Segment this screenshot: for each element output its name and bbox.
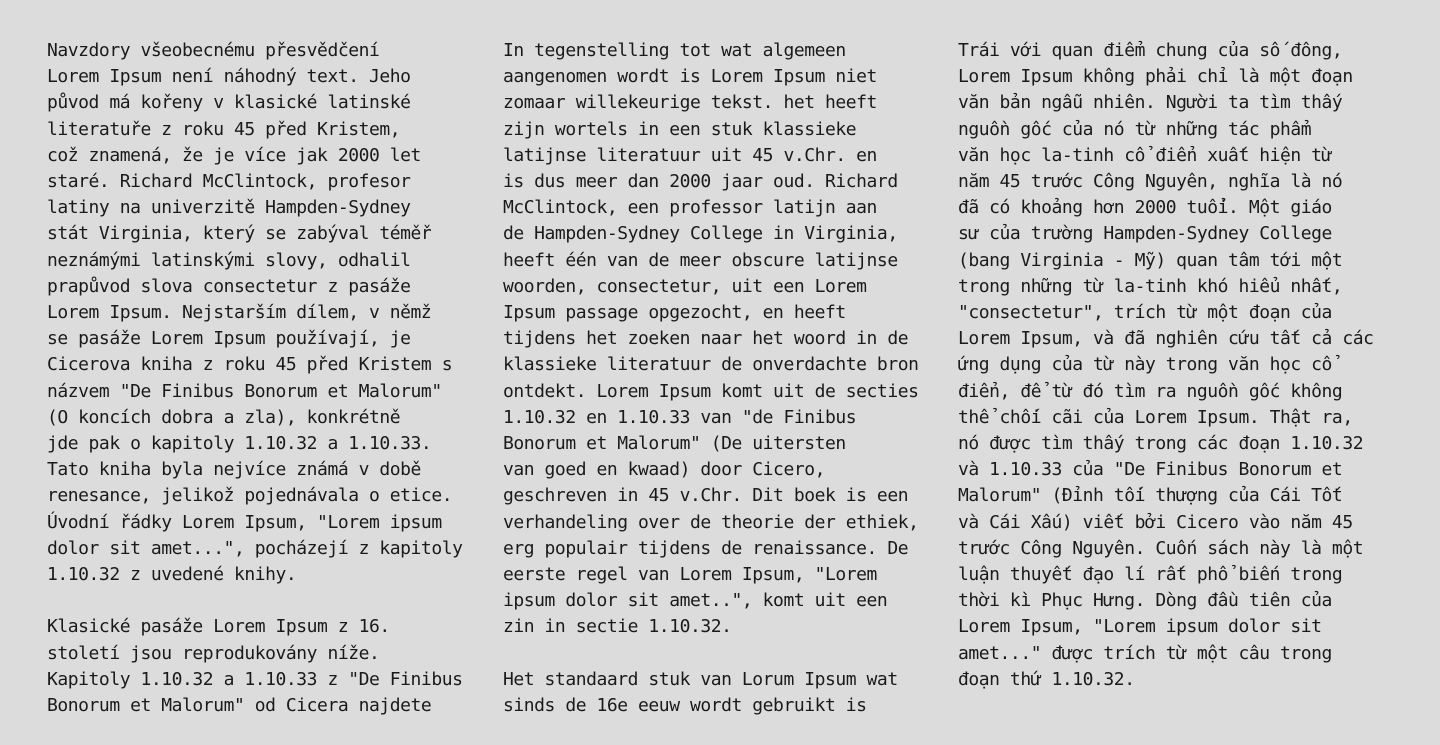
text-line: "consectetur", trích từ một đoạn của	[958, 302, 1332, 324]
paragraph	[47, 614, 487, 719]
paragraph	[503, 667, 943, 719]
text-line: eerste regel van Lorem Ipsum, "Lorem	[503, 564, 877, 586]
text-line: McClintock, een professor latijn aan	[503, 197, 877, 219]
text-line: zomaar willekeurige tekst. het heeft	[503, 92, 877, 114]
text-line: Lorem Ipsum không phải chỉ là một đoạn	[958, 66, 1353, 88]
text-line: de Hampden-Sydney College in Virginia,	[503, 223, 898, 245]
text-column-dutch	[503, 38, 943, 745]
text-line: renesance, jelikož pojednávala o etice.	[47, 485, 453, 507]
text-line: staré. Richard McClintock, profesor	[47, 171, 411, 193]
text-line: Malorum" (Đỉnh tối thượng của Cái Tốt	[958, 485, 1343, 507]
text-column-czech	[47, 38, 487, 745]
text-line: Trái với quan điểm chung của số đông,	[958, 40, 1343, 61]
text-line: neznámými latinskými slovy, odhalil	[47, 249, 411, 271]
text-line: latijnse literatuur uit 45 v.Chr. en	[503, 144, 877, 166]
text-line: đã có khoảng hơn 2000 tuổi. Một giáo	[958, 197, 1332, 219]
text-line: geschreven in 45 v.Chr. Dit boek is een	[503, 485, 909, 507]
text-line: ứng dụng của từ này trong văn học cổ	[958, 354, 1332, 376]
text-line: tijdens het zoeken naar het woord in de	[503, 328, 909, 350]
text-line: woorden, consectetur, uit een Lorem	[503, 275, 867, 297]
text-line: Tato kniha byla nejvíce známá v době	[47, 459, 421, 481]
text-line: Úvodní řádky Lorem Ipsum, "Lorem ipsum	[47, 511, 442, 533]
text-line: erg populair tijdens de renaissance. De	[503, 537, 909, 559]
text-line: ipsum dolor sit amet..", komt uit een	[503, 590, 888, 612]
text-line: aangenomen wordt is Lorem Ipsum niet	[503, 66, 877, 88]
text-line: trong những từ la-tinh khó hiểu nhất,	[958, 275, 1343, 297]
text-line: sư của trường Hampden-Sydney College	[958, 223, 1332, 245]
text-line: Navzdory všeobecnému přesvědčení	[47, 40, 380, 61]
text-line: và Cái Xấu) viết bởi Cicero vào năm 45	[958, 511, 1353, 533]
text-line: thời kì Phục Hưng. Dòng đầu tiên của	[958, 590, 1332, 612]
text-line: đoạn thứ 1.10.32.	[958, 668, 1135, 690]
text-line: heeft één van de meer obscure latijnse	[503, 249, 898, 271]
text-line: Bonorum et Malorum" (De uitersten	[503, 433, 846, 455]
text-line: nguồn gốc của nó từ những tác phẩm	[958, 118, 1312, 140]
text-line: is dus meer dan 2000 jaar oud. Richard	[503, 171, 898, 193]
text-line: Klasické pasáže Lorem Ipsum z 16.	[47, 616, 390, 638]
text-line: (O koncích dobra a zla), konkrétně	[47, 406, 401, 428]
text-line: amet..." được trích từ một câu trong	[958, 642, 1332, 664]
text-line: trước Công Nguyên. Cuốn sách này là một	[958, 537, 1364, 559]
text-line: klassieke literatuur de onverdachte bron	[503, 354, 919, 376]
text-line: Het standaard stuk van Lorum Ipsum wat	[503, 668, 898, 690]
text-line: Lorem Ipsum není náhodný text. Jeho	[47, 66, 411, 88]
paragraph	[958, 38, 1398, 693]
text-line: nó được tìm thấy trong các đoạn 1.10.32	[958, 433, 1364, 455]
text-line: (bang Virginia - Mỹ) quan tâm tới một	[958, 249, 1343, 271]
text-line: văn học la-tinh cổ điển xuất hiện từ	[958, 144, 1332, 166]
text-line: ontdekt. Lorem Ipsum komt uit de secties	[503, 380, 919, 402]
text-line: prapůvod slova consectetur z pasáže	[47, 275, 411, 297]
text-line: In tegenstelling tot wat algemeen	[503, 40, 846, 61]
text-line: Kapitoly 1.10.32 a 1.10.33 z "De Finibus	[47, 668, 463, 690]
text-line: Bonorum et Malorum" od Cicera najdete	[47, 695, 432, 717]
text-line: zijn wortels in een stuk klassieke	[503, 118, 857, 140]
text-line: jde pak o kapitoly 1.10.32 a 1.10.33.	[47, 433, 432, 455]
text-line: Lorem Ipsum, và đã nghiên cứu tất cả các	[958, 328, 1374, 350]
text-line: latiny na univerzitě Hampden-Sydney	[47, 197, 411, 219]
text-line: luận thuyết đạo lí rất phổ biến trong	[958, 564, 1343, 586]
text-line: Cicerova kniha z roku 45 před Kristem s	[47, 354, 453, 376]
text-column-vietnamese	[958, 38, 1398, 719]
paragraph	[47, 38, 487, 588]
text-line: Lorem Ipsum, "Lorem ipsum dolor sit	[958, 616, 1322, 638]
text-line: názvem "De Finibus Bonorum et Malorum"	[47, 380, 442, 402]
text-line: van goed en kwaad) door Cicero,	[503, 459, 825, 481]
text-line: Ipsum passage opgezocht, en heeft	[503, 302, 846, 324]
text-line: století jsou reprodukovány níže.	[47, 642, 380, 664]
text-line: sinds de 16e eeuw wordt gebruikt is	[503, 695, 867, 717]
text-line: původ má kořeny v klasické latinské	[47, 92, 411, 114]
text-line: což znamená, že je více jak 2000 let	[47, 144, 421, 166]
text-line: văn bản ngẫu nhiên. Người ta tìm thấy	[958, 92, 1343, 114]
paragraph	[503, 38, 943, 641]
text-line: điển, để từ đó tìm ra nguồn gốc không	[958, 380, 1343, 402]
text-line: verhandeling over de theorie der ethiek,	[503, 511, 919, 533]
text-line: Lorem Ipsum. Nejstarším dílem, v němž	[47, 302, 432, 324]
text-line: năm 45 trước Công Nguyên, nghĩa là nó	[958, 171, 1343, 193]
text-line: literatuře z roku 45 před Kristem,	[47, 118, 401, 140]
text-line: dolor sit amet...", pocházejí z kapitoly	[47, 537, 463, 559]
text-line: và 1.10.33 của "De Finibus Bonorum et	[958, 459, 1343, 481]
text-line: 1.10.32 en 1.10.33 van "de Finibus	[503, 406, 857, 428]
text-line: thể chối cãi của Lorem Ipsum. Thật ra,	[958, 406, 1353, 428]
text-line: se pasáže Lorem Ipsum používají, je	[47, 328, 411, 350]
text-line: zin in sectie 1.10.32.	[503, 616, 732, 638]
text-line: stát Virginia, který se zabýval téměř	[47, 223, 432, 245]
text-line: 1.10.32 z uvedené knihy.	[47, 564, 297, 586]
